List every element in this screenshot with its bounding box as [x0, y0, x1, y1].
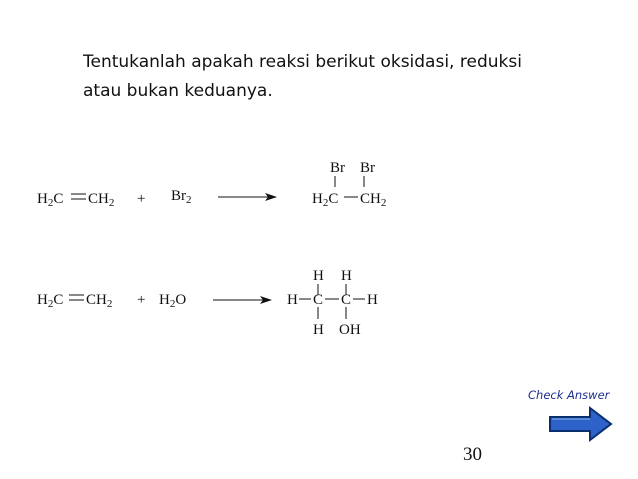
r2-ethene-h-sub: 2 — [47, 298, 54, 310]
r2-reactant-water — [159, 292, 186, 310]
r2-product-h-right: H — [367, 292, 378, 308]
r2-product-h-top-right: H — [341, 268, 352, 284]
r1-ethene-ch: CH — [88, 191, 109, 207]
reaction-1 — [37, 160, 386, 209]
reaction-2-reactant-ethene — [37, 292, 112, 310]
r1-product-dibromoethane — [312, 160, 386, 209]
r2-plus: + — [137, 292, 146, 308]
question-line-1: Tentukanlah apakah reaksi berikut oksidasi, reduksi — [83, 52, 522, 72]
r2-product-h-left: H — [287, 292, 298, 308]
r1-ethene-h: H — [37, 191, 48, 207]
r2-ethene-ch: CH — [86, 292, 107, 308]
r2-ethene-h: H — [37, 292, 48, 308]
right-arrow-icon[interactable] — [550, 408, 611, 440]
r1-br: Br — [171, 188, 186, 204]
question-line-2: atau bukan keduanya. — [83, 81, 273, 101]
r2-product-c2: C — [341, 292, 352, 308]
r1-product-c: C — [328, 191, 339, 207]
r2-product-oh: OH — [339, 322, 361, 338]
r2-product-ethanol — [287, 268, 378, 338]
svg-text:CH2 — [86, 292, 112, 310]
r2-product-c1: C — [313, 292, 324, 308]
svg-text:H2C — [37, 292, 63, 310]
r2-ethene-c: C — [53, 292, 64, 308]
r1-product-ch: CH — [360, 191, 381, 207]
reaction-1-reactant-ethene — [37, 191, 114, 209]
r2-product-h-top-left: H — [313, 268, 324, 284]
r2-water-o: O — [175, 292, 187, 308]
r1-ethene-ch-sub: 2 — [108, 197, 115, 209]
next-arrow-button[interactable] — [548, 405, 614, 443]
r1-product-br-right: Br — [360, 160, 375, 176]
r1-product-ch-sub: 2 — [380, 197, 387, 209]
check-answer-label[interactable]: Check Answer — [528, 388, 610, 402]
reaction-2 — [37, 268, 378, 338]
r2-water-h-sub: 2 — [169, 298, 176, 310]
r1-product-br-left: Br — [330, 160, 345, 176]
r1-plus: + — [137, 191, 146, 207]
svg-text:H2C — [37, 191, 63, 209]
page-number: 30 — [463, 444, 482, 465]
r1-product-h-sub: 2 — [322, 197, 329, 209]
r1-ethene-c: C — [53, 191, 64, 207]
svg-text:CH2 — [88, 191, 114, 209]
r1-ethene-h-sub: 2 — [47, 197, 54, 209]
svg-text:CH2 — [360, 191, 386, 209]
r2-water-h: H — [159, 292, 170, 308]
r2-product-h-bottom-left: H — [313, 322, 324, 338]
svg-text:H2C — [312, 191, 338, 209]
r1-reactant-bromine — [171, 188, 192, 206]
r1-br-sub: 2 — [186, 194, 192, 206]
r2-ethene-ch-sub: 2 — [106, 298, 113, 310]
r1-product-h: H — [312, 191, 323, 207]
